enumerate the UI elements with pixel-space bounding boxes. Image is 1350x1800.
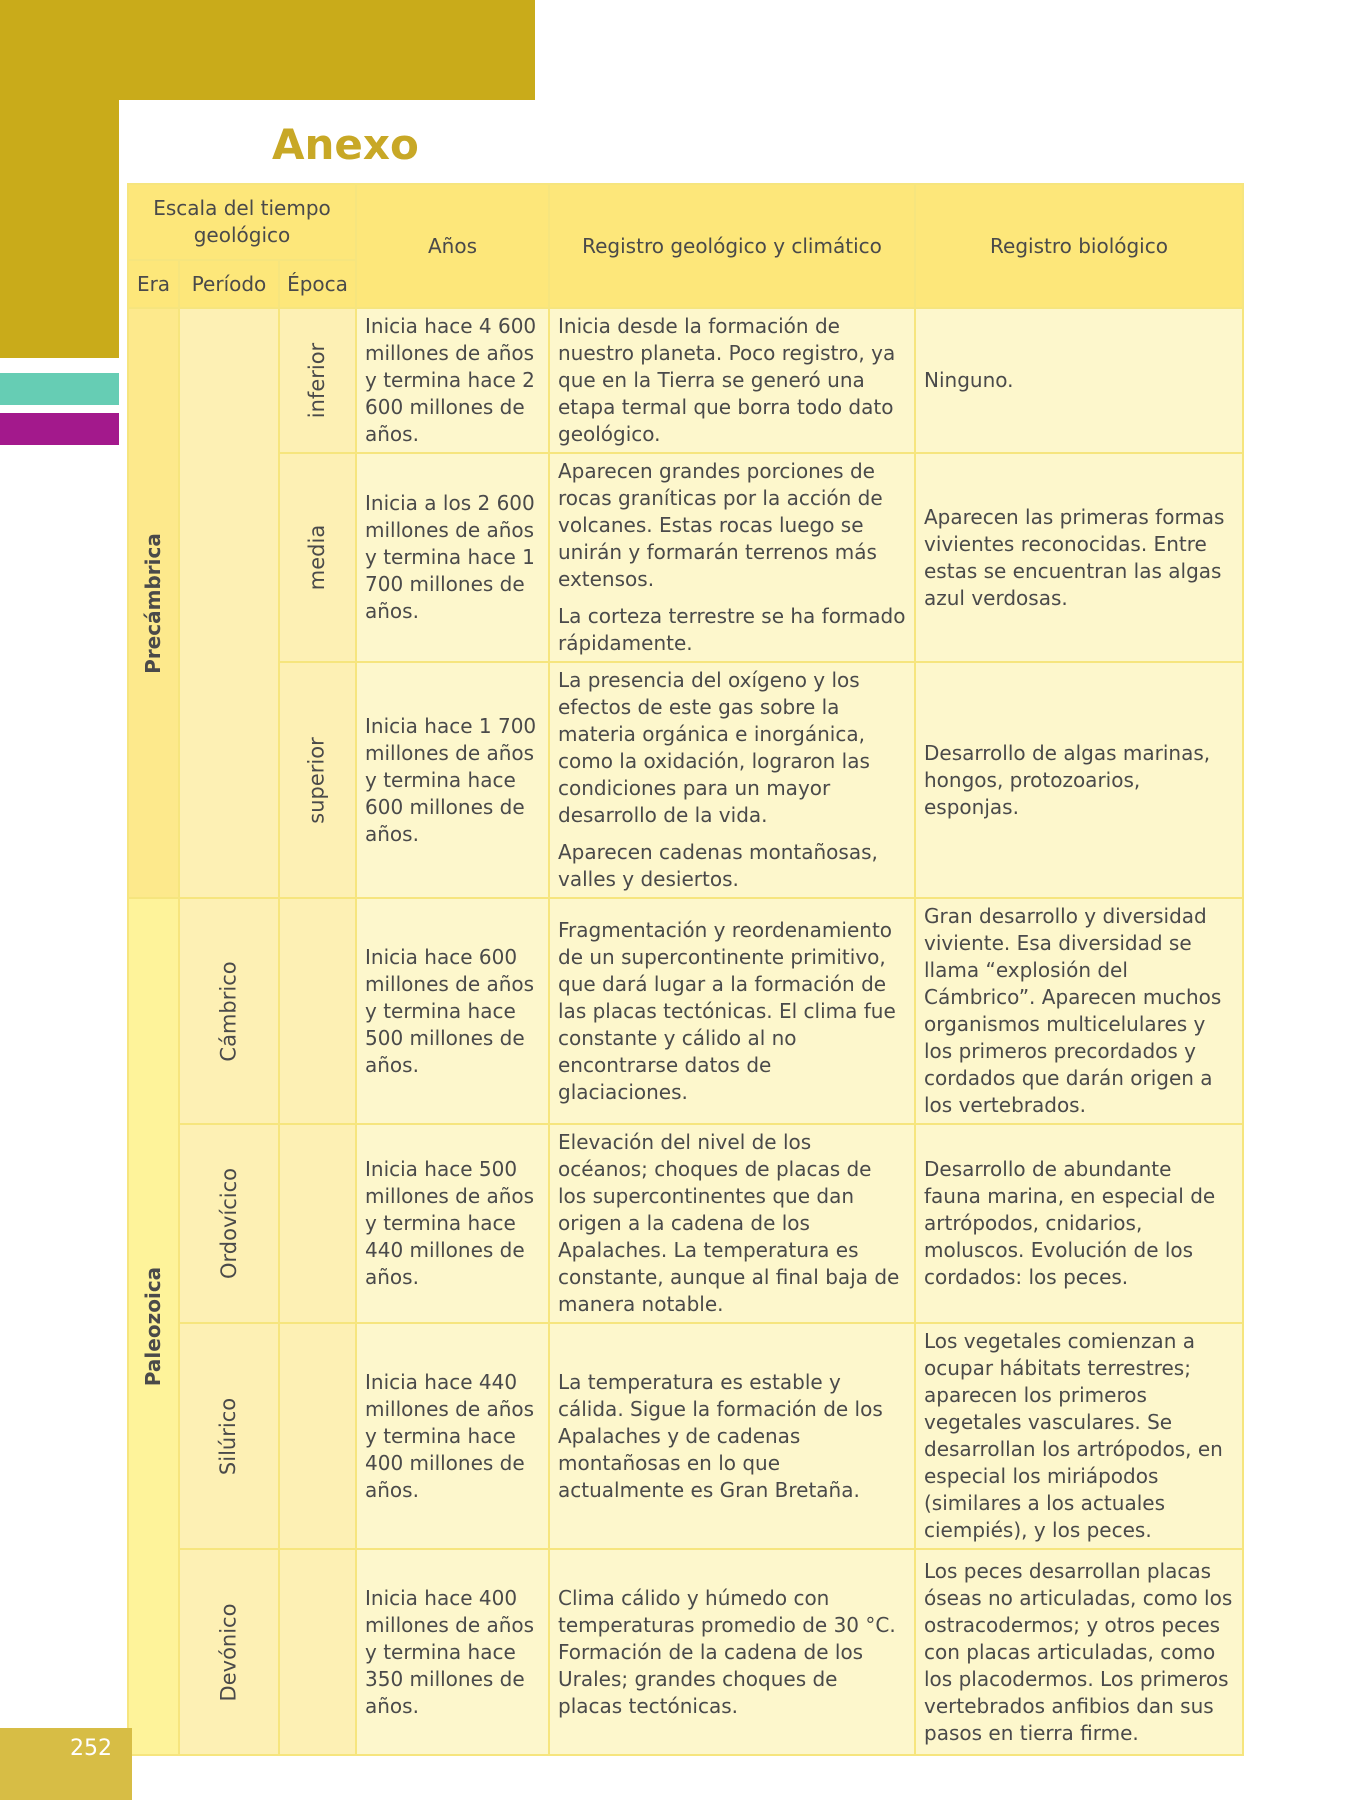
era-paleozoica [128,898,179,1755]
geo-cell [549,1323,915,1549]
epoca-label: superior [305,736,330,824]
header-biologico: Registro biológico [915,184,1243,308]
epoca-label: media [305,524,330,591]
era-precambrica [128,308,179,898]
epoca-empty [279,898,356,1124]
anos-cell: Inicia hace 600 millones de años y termina hace 500 millones de años. [356,898,549,1124]
bio-cell: Los vegetales comienzan a ocupar hábitats terrestres; aparecen los primeros vegetales vasculares. Se desarrollan los artrópodos, en especial los miriápodos (similares a los actuales ciempiés), y los peces. [915,1323,1243,1549]
periodo-cell [179,1124,279,1323]
era-label: Paleozoica [141,1266,165,1387]
anos-cell: Inicia hace 4 600 millones de años y termina hace 2 600 millones de años. [356,308,549,453]
geo-cell [549,308,915,453]
geo-cell [549,662,915,898]
periodo-label: Cámbrico [216,960,241,1062]
header-era: Era [128,260,179,308]
anos-cell: Inicia hace 500 millones de años y termina hace 440 millones de años. [356,1124,549,1323]
era-label: Precámbrica [141,532,166,674]
page-title: Anexo [272,120,419,169]
periodo-label: Silúrico [216,1397,241,1475]
geo-text: Aparecen grandes porciones de rocas graníticas por la acción de volcanes. Estas rocas luego se unirán y formarán terrenos más extensos. [558,459,883,591]
geo-cell [549,1124,915,1323]
anos-cell: Inicia hace 400 millones de años y termina hace 350 millones de años. [356,1549,549,1755]
geo-text: Clima cálido y húmedo con temperaturas promedio de 30 °C. Formación de la cadena de los Urales; grandes choques de placas tectónicas. [558,1585,896,1718]
header-geologico: Registro geológico y climático [549,184,915,308]
bio-cell: Los peces desarrollan placas óseas no articuladas, como los ostracodermos; y otros peces con placas articuladas, como los placodermos. Los primeros vertebrados anfibios dan sus pasos en tierra firme. [915,1549,1243,1755]
bio-cell: Gran desarrollo y diversidad viviente. Esa diversidad se llama “explosión del Cámbrico”. Aparecen muchos organismos multicelulares y los primeros precordados y cordados que darán origen a los vertebrados. [915,898,1243,1124]
geo-cell [549,1549,915,1755]
header-anos: Años [356,184,549,308]
anos-cell: Inicia hace 440 millones de años y termina hace 400 millones de años. [356,1323,549,1549]
geo-text: Aparecen cadenas montañosas, valles y desiertos. [558,840,878,891]
periodo-label: Devónico [216,1603,241,1701]
geo-text: La corteza terrestre se ha formado rápidamente. [558,604,906,655]
bio-cell: Aparecen las primeras formas vivientes reconocidas. Entre estas se encuentran las algas azul verdosas. [915,453,1243,662]
geo-text: Inicia desde la formación de nuestro planeta. Poco registro, ya que en la Tierra se generó una etapa termal que borra todo dato geológico. [558,314,896,446]
geo-cell [549,898,915,1124]
bio-cell: Desarrollo de abundante fauna marina, en especial de artrópodos, cnidarios, moluscos. Evolución de los cordados: los peces. [915,1124,1243,1323]
magenta-stripe [0,413,119,445]
geo-text: Fragmentación y reordenamiento de un supercontinente primitivo, que dará lugar a la formación de las placas tectónicas. El clima fue constante y cálido al no encontrarse datos de glaciaciones. [558,917,896,1104]
page-number: 252 [70,1736,112,1761]
epoca-cell [279,308,356,453]
header-epoca: Época [279,260,356,308]
epoca-cell [279,453,356,662]
header-periodo: Período [179,260,279,308]
epoca-cell [279,662,356,898]
anos-cell: Inicia a los 2 600 millones de años y termina hace 1 700 millones de años. [356,453,549,662]
periodo-empty [179,308,279,898]
bio-cell: Desarrollo de algas marinas, hongos, protozoarios, esponjas. [915,662,1243,898]
periodo-label: Ordovícico [216,1167,241,1280]
epoca-empty [279,1124,356,1323]
periodo-cell [179,1323,279,1549]
periodo-cell [179,1549,279,1755]
geo-cell [549,453,915,662]
epoca-empty [279,1323,356,1549]
left-color-band [0,0,119,358]
geologic-time-table [127,183,1244,1756]
anos-cell: Inicia hace 1 700 millones de años y termina hace 600 millones de años. [356,662,549,898]
periodo-cell [179,898,279,1124]
geo-text: La temperatura es estable y cálida. Sigue la formación de los Apalaches y de cadenas montañosas en lo que actualmente es Gran Bretaña. [558,1369,883,1502]
page-number-box [0,1728,132,1800]
geo-text: La presencia del oxígeno y los efectos de este gas sobre la materia orgánica e inorgánica, como la oxidación, lograron las condiciones para un mayor desarrollo de la vida. [558,668,870,827]
epoca-label: inferior [305,342,330,419]
teal-stripe [0,373,119,405]
bio-cell: Ninguno. [915,308,1243,453]
geo-text: Elevación del nivel de los océanos; choques de placas de los supercontinentes que dan origen a la cadena de los Apalaches. La temperatura es constante, aunque al final baja de manera notable. [558,1130,900,1316]
header-escala: Escala del tiempo geológico [128,184,356,260]
epoca-empty [279,1549,356,1755]
